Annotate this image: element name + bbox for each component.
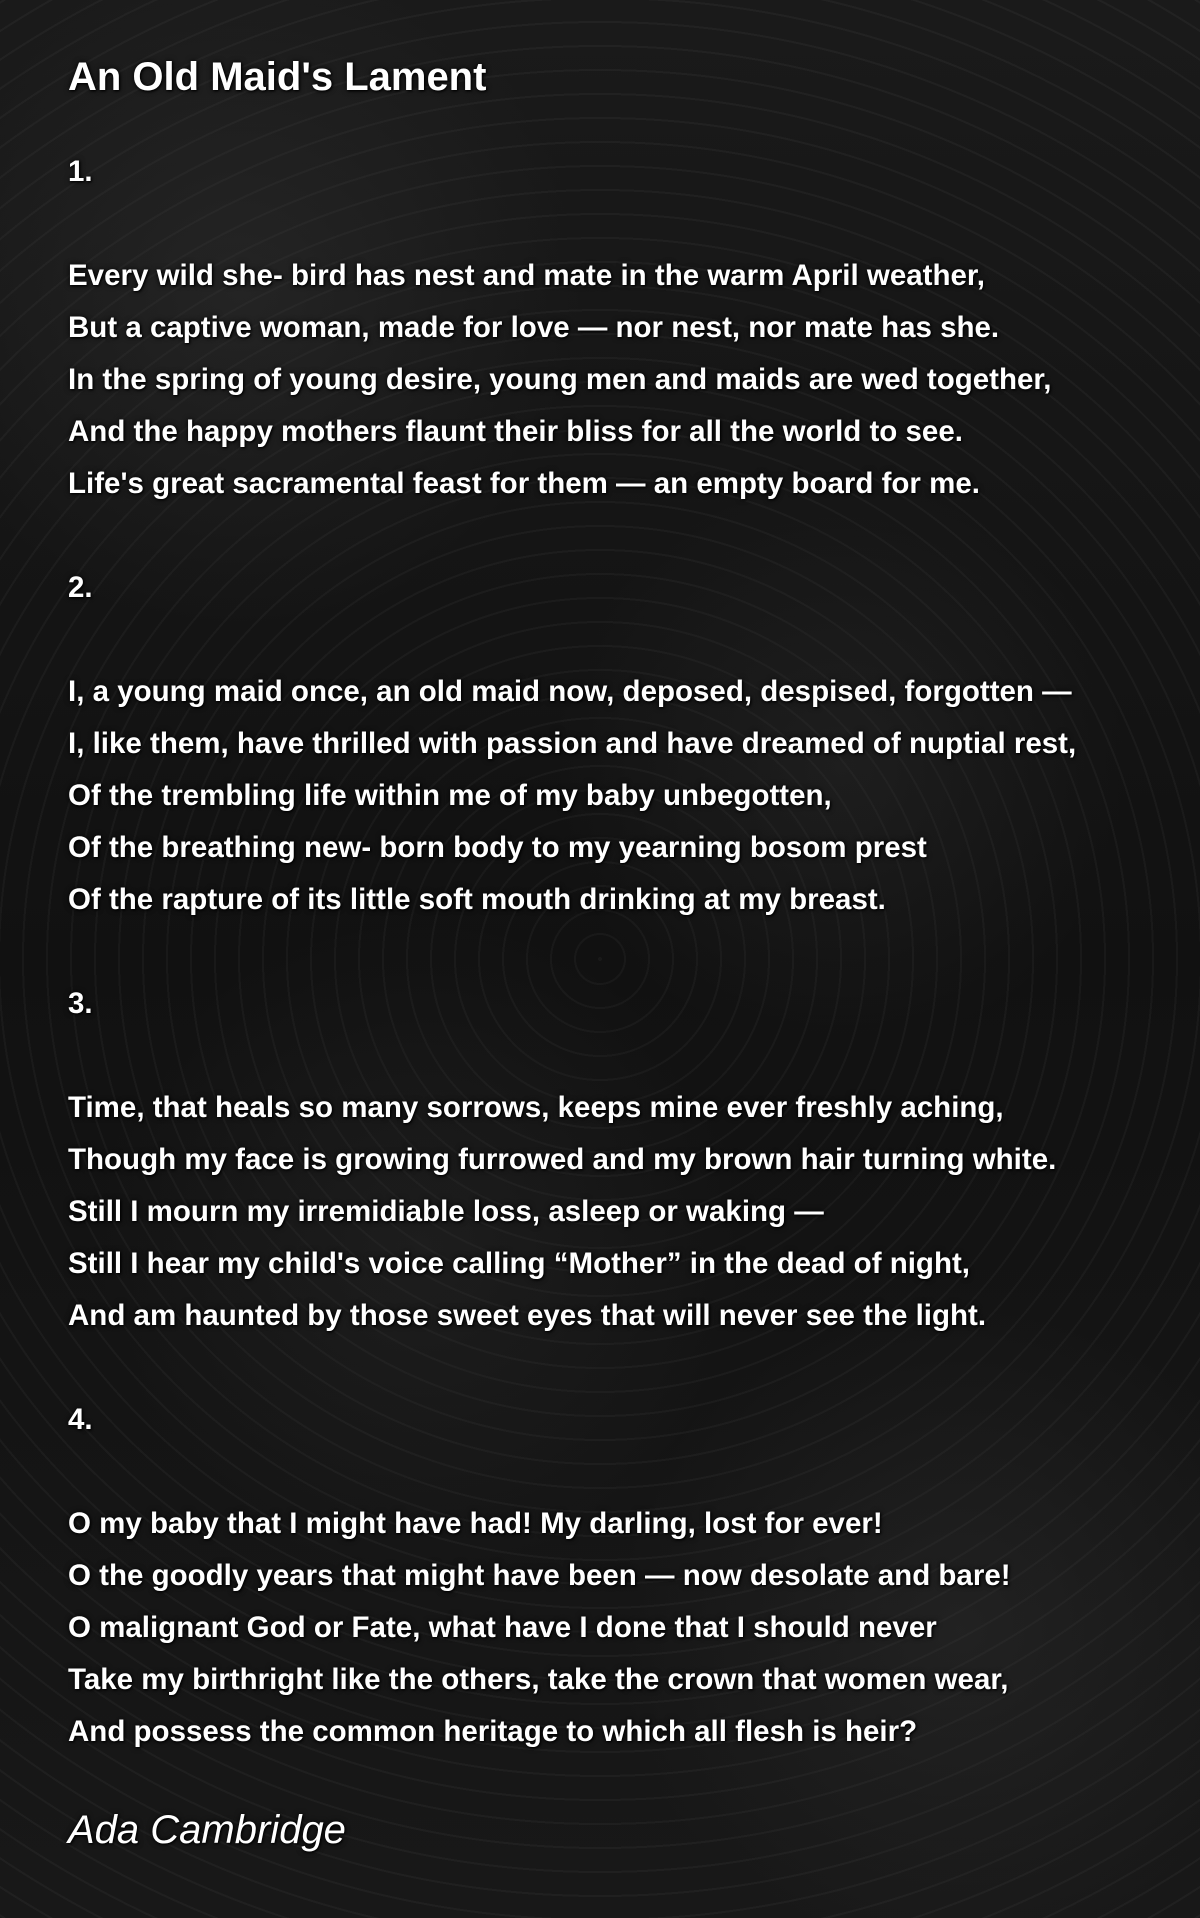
poem-title: An Old Maid's Lament <box>68 55 487 99</box>
poem-line: Take my birthright like the others, take the crown that women wear, <box>68 1663 1009 1696</box>
stanza-spacer <box>68 1030 1200 1082</box>
poem-line: Still I mourn my irremidiable loss, asleep or waking — <box>68 1195 824 1228</box>
poem-line: I, a young maid once, an old maid now, deposed, despised, forgotten — <box>68 675 1072 708</box>
stanza-number: 3. <box>68 987 93 1020</box>
poem-author: Ada Cambridge <box>68 1808 346 1852</box>
poem-line: Of the rapture of its little soft mouth drinking at my breast. <box>68 883 886 916</box>
poem-line: Time, that heals so many sorrows, keeps mine ever freshly aching, <box>68 1091 1004 1124</box>
stanza-spacer <box>68 510 1200 562</box>
poem-line: Every wild she- bird has nest and mate in the warm April weather, <box>68 259 985 292</box>
stanza-3 <box>68 978 1200 1394</box>
poem-line: O the goodly years that might have been — now desolate and bare! <box>68 1559 1011 1592</box>
stanza-spacer <box>68 1446 1200 1498</box>
stanza-number: 4. <box>68 1403 93 1436</box>
poem-line: Though my face is growing furrowed and my brown hair turning white. <box>68 1143 1057 1176</box>
poem-line: Still I hear my child's voice calling “Mother” in the dead of night, <box>68 1247 970 1280</box>
poem-line: And possess the common heritage to which all flesh is heir? <box>68 1715 918 1748</box>
poem-line: But a captive woman, made for love — nor nest, nor mate has she. <box>68 311 1000 344</box>
stanza-2 <box>68 562 1200 978</box>
poem-line: Life's great sacramental feast for them — an empty board for me. <box>68 467 980 500</box>
poem-line: I, like them, have thrilled with passion and have dreamed of nuptial rest, <box>68 727 1077 760</box>
poem-line: Of the breathing new- born body to my yearning bosom prest <box>68 831 927 864</box>
stanza-spacer <box>68 1342 1200 1394</box>
poem-line: And am haunted by those sweet eyes that will never see the light. <box>68 1299 987 1332</box>
poem-line: O malignant God or Fate, what have I done that I should never <box>68 1611 937 1644</box>
stanza-spacer <box>68 198 1200 250</box>
stanza-spacer <box>68 614 1200 666</box>
stanza-number: 2. <box>68 571 93 604</box>
poem-line: In the spring of young desire, young men and maids are wed together, <box>68 363 1052 396</box>
stanza-number: 1. <box>68 155 93 188</box>
poem-line: O my baby that I might have had! My darling, lost for ever! <box>68 1507 883 1540</box>
stanza-spacer <box>68 926 1200 978</box>
stanza-4 <box>68 1394 1200 1758</box>
poem-line: And the happy mothers flaunt their bliss for all the world to see. <box>68 415 963 448</box>
poem-line: Of the trembling life within me of my baby unbegotten, <box>68 779 832 812</box>
stanza-1 <box>68 146 1200 562</box>
